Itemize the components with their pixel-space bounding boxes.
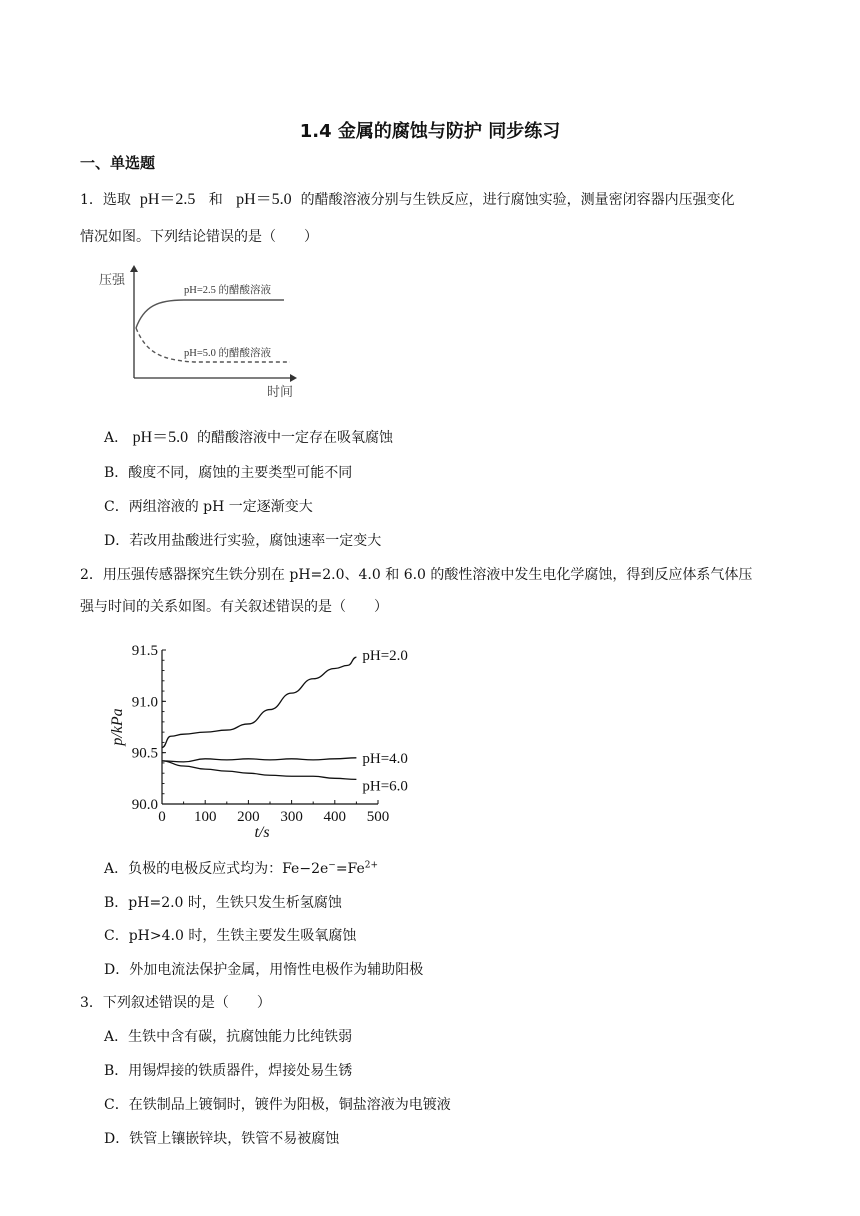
series-line-1	[162, 657, 356, 747]
q1-series-label-2: pH=5.0 的醋酸溶液	[184, 348, 272, 359]
q1-x-arrow	[290, 374, 297, 382]
question-3-line-1: 3．下列叙述错误的是（ ）	[80, 995, 271, 1011]
q1-text-and: 和	[208, 192, 223, 208]
q3-option-d: D．铁管上镶嵌锌块，铁管不易被腐蚀	[104, 1131, 340, 1147]
q1-figure	[96, 262, 306, 402]
q2-chart	[104, 630, 434, 842]
x-tick-label: 200	[237, 809, 260, 825]
q1-series-label-1: pH=2.5 的醋酸溶液	[184, 285, 272, 296]
q1-option-c: C．两组溶液的 pH 一定逐渐变大	[104, 499, 313, 515]
x-tick-label: 300	[280, 809, 303, 825]
series-line-3	[162, 761, 356, 779]
q3-option-c: C．在铁制品上镀铜时，镀件为阳极，铜盐溶液为电镀液	[104, 1097, 451, 1113]
q2-option-b: B．pH=2.0 时，生铁只发生析氢腐蚀	[104, 895, 342, 911]
x-tick-label: 100	[193, 809, 217, 825]
series-label-1: pH=2.0	[362, 648, 408, 665]
section-heading: 一、单选题	[80, 154, 156, 172]
question-1-line-1	[80, 186, 735, 209]
x-tick-label: 0	[158, 809, 166, 825]
y-tick-label: 91.5	[131, 643, 158, 659]
x-tick-label: 400	[323, 809, 347, 825]
series-label-2: pH=4.0	[362, 750, 408, 767]
question-2-line-1: 2．用压强传感器探究生铁分别在 pH=2.0、4.0 和 6.0 的酸性溶液中发生电化学腐蚀，得到反应体系气体压	[80, 567, 753, 583]
q1-curve-ph2-5	[136, 300, 284, 328]
page-title: 1.4 金属的腐蚀与防护 同步练习	[299, 121, 561, 142]
q3-option-b: B．用锡焊接的铁质器件，焊接处易生锈	[104, 1063, 353, 1079]
y-tick-label: 90.0	[131, 797, 158, 813]
q2-option-a-text: A．负极的电极反应式均为：Fe−2e	[104, 861, 329, 877]
y-axis-label: p/kPa	[109, 708, 126, 746]
q1-option-a-math: pH＝5.0	[132, 429, 189, 446]
q1-ph-b: pH＝5.0	[236, 191, 292, 208]
q3-option-a: A．生铁中含有碳，抗腐蚀能力比纯铁弱	[104, 1029, 353, 1045]
x-tick-label: 500	[366, 809, 390, 825]
x-axis-label: t/s	[254, 824, 270, 841]
q1-option-a-text: 的醋酸溶液中一定存在吸氧腐蚀	[197, 430, 394, 446]
y-tick-label: 90.5	[131, 745, 158, 762]
q1-ph-a: pH＝2.5	[139, 191, 196, 208]
q1-text-pre: 选取	[102, 192, 131, 208]
q1-text-post: 的醋酸溶液分别与生铁反应，进行腐蚀实验，测量密闭容器内压强变化	[300, 192, 735, 208]
q1-option-a	[104, 424, 393, 447]
q2-option-a-sup-2: 2+	[364, 860, 379, 871]
question-1-line-2: 情况如图。下列结论错误的是（ ）	[80, 229, 318, 245]
option-label: A．	[104, 430, 129, 446]
q2-option-a	[104, 858, 378, 878]
series-label-3: pH=6.0	[362, 778, 408, 795]
question-number: 1．	[80, 192, 103, 208]
q1-y-arrow	[130, 265, 138, 272]
q1-xlabel: 时间	[267, 384, 294, 399]
question-2-line-2: 强与时间的关系如图。有关叙述错误的是（ ）	[80, 599, 388, 615]
q2-option-a-sup-1: −	[328, 860, 336, 871]
q2-option-c: C．pH>4.0 时，生铁主要发生吸氧腐蚀	[104, 928, 357, 944]
q1-ylabel: 压强	[99, 272, 126, 287]
series-line-2	[162, 758, 356, 762]
y-tick-label: 91.0	[131, 694, 158, 711]
q2-option-a-mid: =Fe	[335, 861, 365, 877]
q1-option-d: D．若改用盐酸进行实验，腐蚀速率一定变大	[104, 533, 382, 549]
q1-option-b: B．酸度不同，腐蚀的主要类型可能不同	[104, 465, 353, 481]
q2-option-d: D．外加电流法保护金属，用惰性电极作为辅助阳极	[104, 962, 424, 978]
